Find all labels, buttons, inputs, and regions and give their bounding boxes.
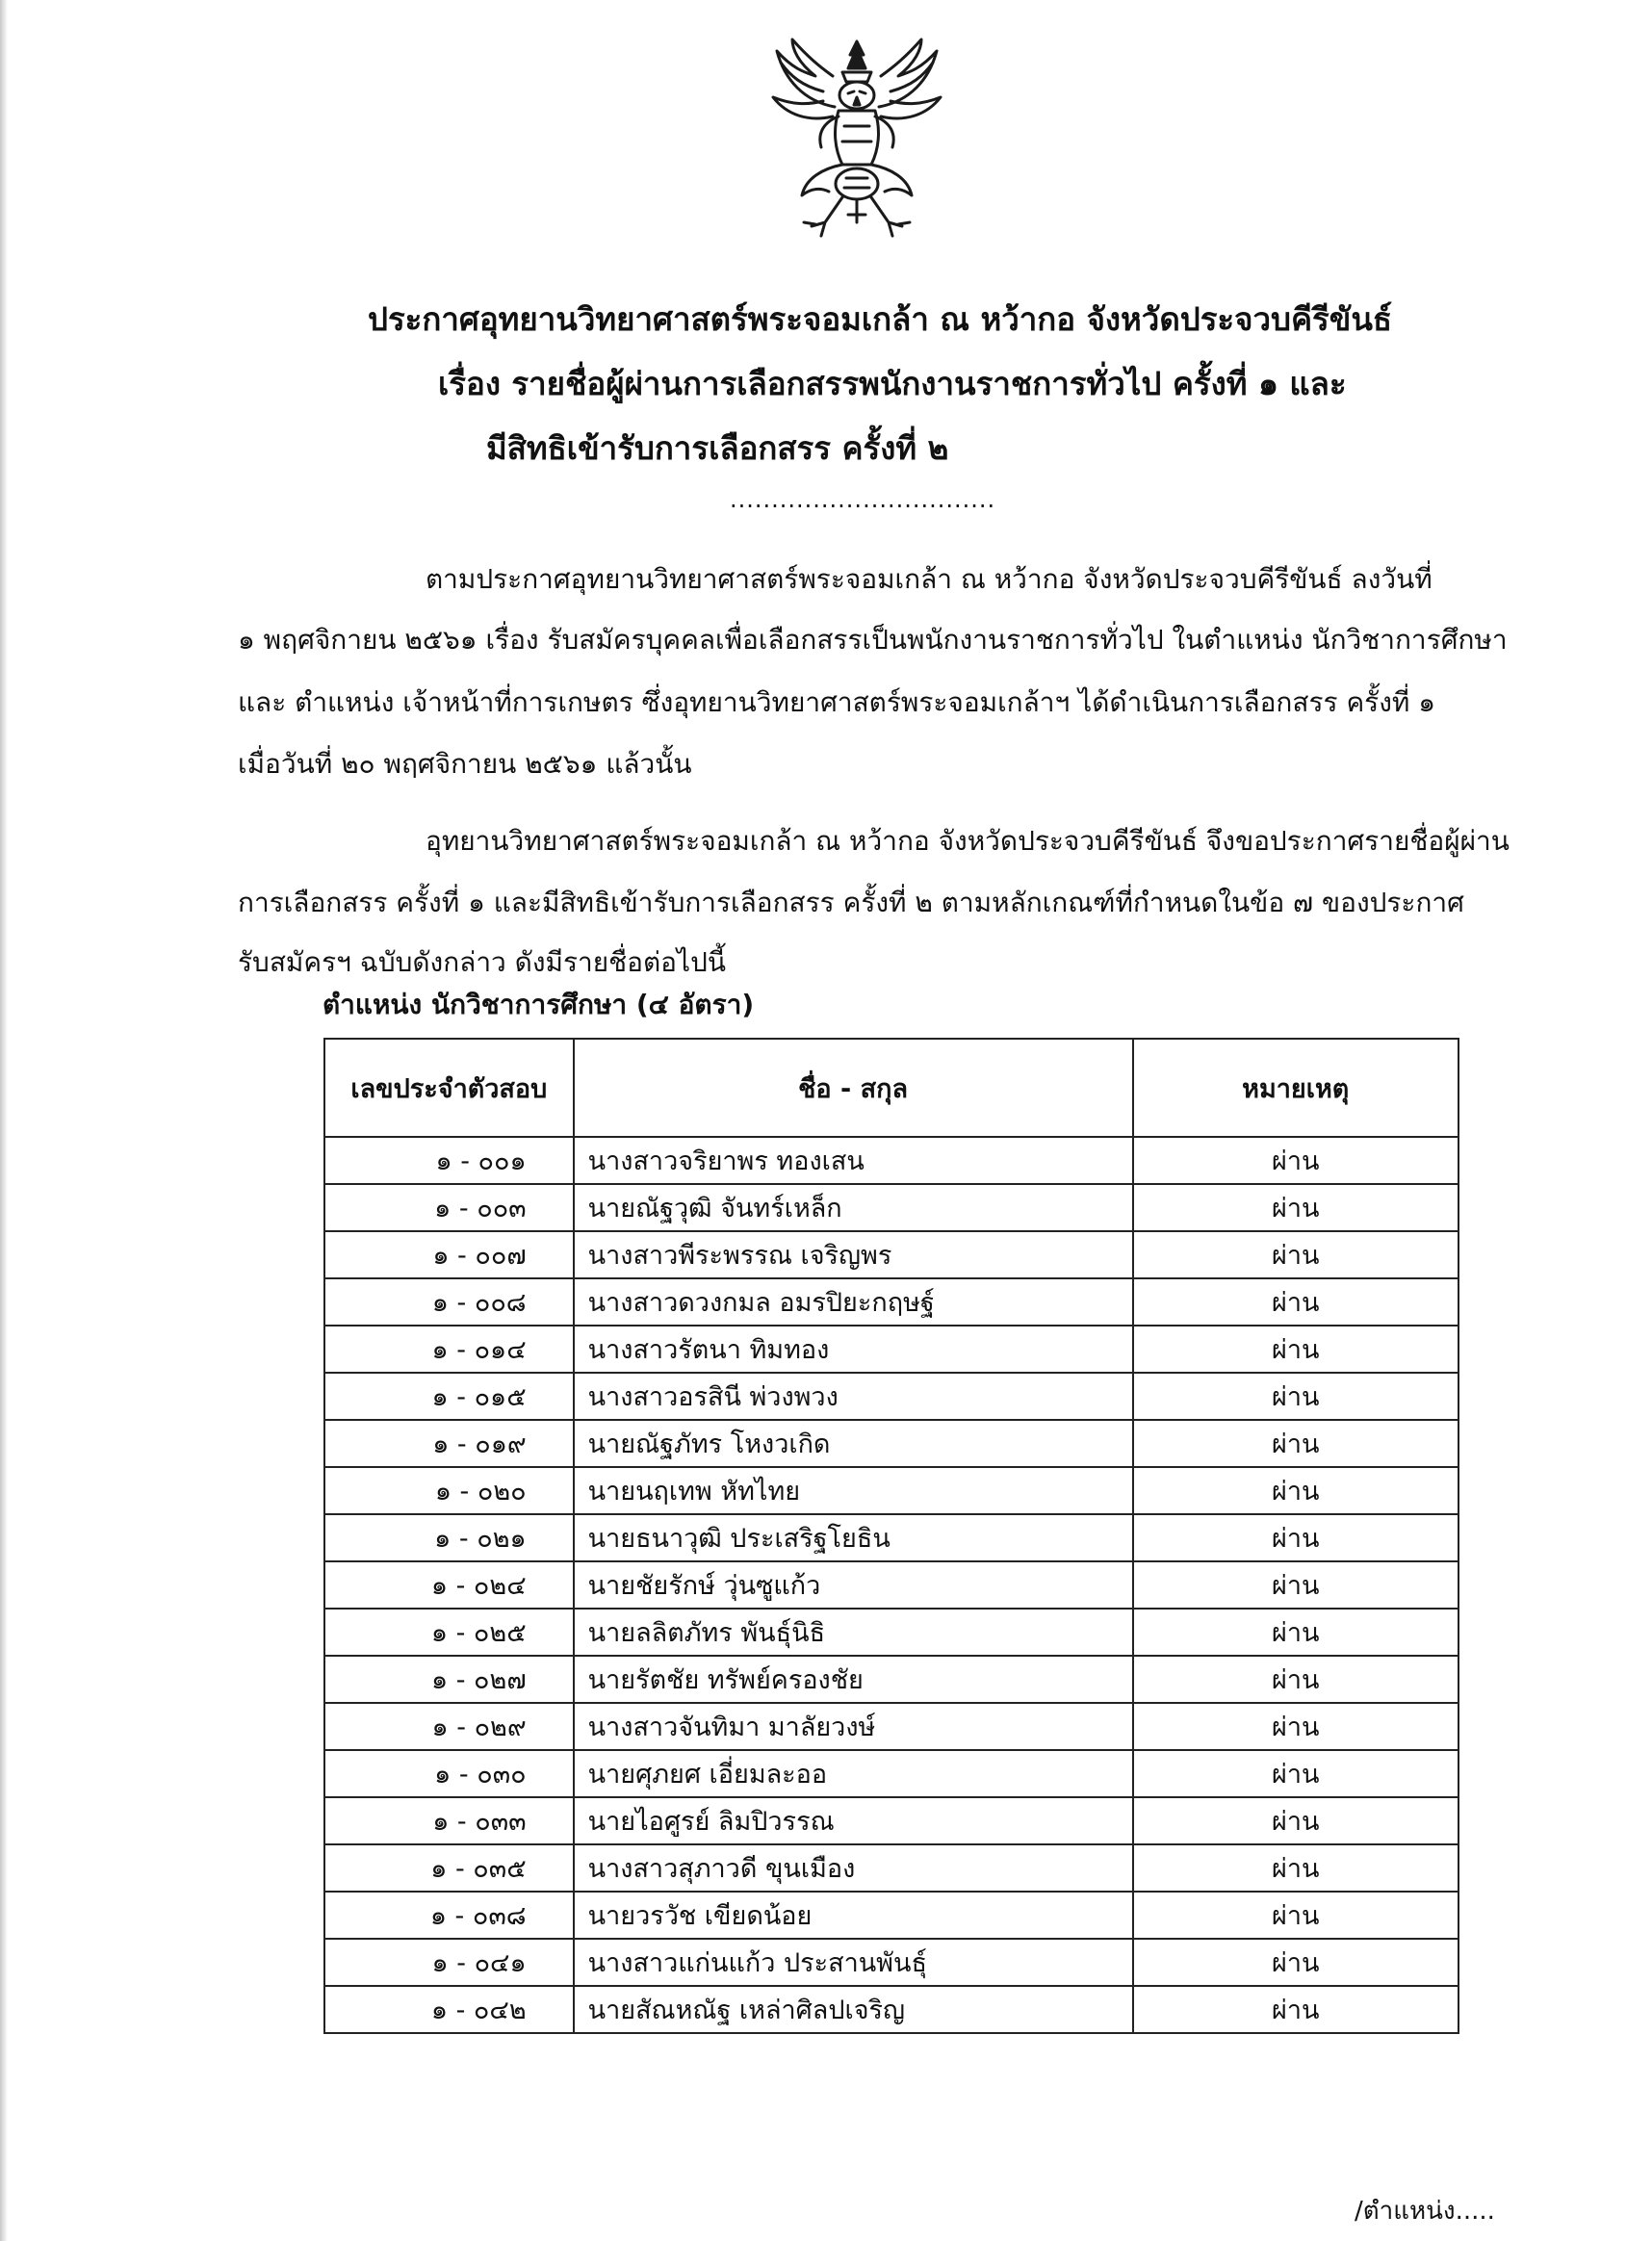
table-row [324,1703,1458,1750]
table-row [324,1939,1458,1986]
exam-id-cell: ๑ - ๐๓๕ [324,1844,574,1892]
table-row [324,1609,1458,1656]
table-row [324,1986,1458,2033]
note-cell: ผ่าน [1133,1986,1459,2033]
name-cell: นายลลิตภัทร พันธุ์นิธิ [574,1609,1133,1656]
paragraph-2-line-2: การเลือกสรร ครั้งที่ ๑ และมีสิทธิเข้ารับการเลือกสรร ครั้งที่ ๒ ตามหลักเกณฑ์ที่กำหนดในข้อ ๗ ของประกาศ [238,887,1464,918]
table-row [324,1326,1458,1373]
note-cell: ผ่าน [1133,1609,1459,1656]
note-cell: ผ่าน [1133,1184,1459,1231]
paragraph-1-line-3: และ ตำแหน่ง เจ้าหน้าที่การเกษตร ซึ่งอุทยานวิทยาศาสตร์พระจอมเกล้าฯ ได้ดำเนินการเลือกสรร ครั้งที่ ๑ [238,686,1436,718]
candidate-table [323,1038,1459,2034]
table-row [324,1137,1458,1184]
name-cell: นายวรวัช เขียดน้อย [574,1892,1133,1939]
exam-id-cell: ๑ - ๐๔๑ [324,1939,574,1986]
note-cell: ผ่าน [1133,1797,1459,1844]
table-row [324,1797,1458,1844]
name-cell: นางสาวสุภาวดี ขุนเมือง [574,1844,1133,1892]
table-row [324,1420,1458,1467]
note-cell: ผ่าน [1133,1514,1459,1561]
paragraph-1-line-1: ตามประกาศอุทยานวิทยาศาสตร์พระจอมเกล้า ณ หว้ากอ จังหวัดประจวบคีรีขันธ์ ลงวันที่ [426,563,1433,595]
exam-id-cell: ๑ - ๐๓๐ [324,1750,574,1797]
paragraph-1-line-2: ๑ พฤศจิกายน ๒๕๖๑ เรื่อง รับสมัครบุคคลเพื่อเลือกสรรเป็นพนักงานราชการทั่วไป ในตำแหน่ง นักวิชาการศึกษา [238,624,1508,656]
paragraph-1-line-4: เมื่อวันที่ ๒๐ พฤศจิกายน ๒๕๖๑ แล้วนั้น [238,748,692,780]
column-header-exam-id: เลขประจำตัวสอบ [324,1039,574,1137]
name-cell: นางสาวรัตนา ทิมทอง [574,1326,1133,1373]
name-cell: นางสาวจันทิมา มาลัยวงษ์ [574,1703,1133,1750]
note-cell: ผ่าน [1133,1137,1459,1184]
name-cell: นางสาวพีระพรรณ เจริญพร [574,1231,1133,1278]
exam-id-cell: ๑ - ๐๐๑ [324,1137,574,1184]
note-cell: ผ่าน [1133,1373,1459,1420]
exam-id-cell: ๑ - ๐๑๙ [324,1420,574,1467]
exam-id-cell: ๑ - ๐๒๗ [324,1656,574,1703]
garuda-emblem-icon [765,34,948,245]
note-cell: ผ่าน [1133,1656,1459,1703]
paragraph-2-line-1: อุทยานวิทยาศาสตร์พระจอมเกล้า ณ หว้ากอ จังหวัดประจวบคีรีขันธ์ จึงขอประกาศรายชื่อผู้ผ่าน [426,825,1510,857]
name-cell: นางสาวดวงกมล อมรปิยะกฤษฐ์ [574,1278,1133,1326]
title-line-2: เรื่อง รายชื่อผู้ผ่านการเลือกสรรพนักงานราชการทั่วไป ครั้งที่ ๑ และ [438,365,1347,402]
name-cell: นายธนาวุฒิ ประเสริฐโยธิน [574,1514,1133,1561]
exam-id-cell: ๑ - ๐๑๔ [324,1326,574,1373]
name-cell: นางสาวอรสินี พ่วงพวง [574,1373,1133,1420]
note-cell: ผ่าน [1133,1844,1459,1892]
paragraph-2-line-3: รับสมัครฯ ฉบับดังกล่าว ดังมีรายชื่อต่อไปนี้ [238,946,726,978]
note-cell: ผ่าน [1133,1231,1459,1278]
name-cell: นายรัตชัย ทรัพย์ครองชัย [574,1656,1133,1703]
name-cell: นายนฤเทพ หัทไทย [574,1467,1133,1514]
exam-id-cell: ๑ - ๐๒๑ [324,1514,574,1561]
exam-id-cell: ๑ - ๐๒๙ [324,1703,574,1750]
note-cell: ผ่าน [1133,1750,1459,1797]
note-cell: ผ่าน [1133,1467,1459,1514]
name-cell: นายณัฐภัทร โหงวเกิด [574,1420,1133,1467]
name-cell: นายชัยรักษ์ วุ่นซูแก้ว [574,1561,1133,1609]
exam-id-cell: ๑ - ๐๔๒ [324,1986,574,2033]
name-cell: นายณัฐวุฒิ จันทร์เหล็ก [574,1184,1133,1231]
table-row [324,1231,1458,1278]
title-line-1: ประกาศอุทยานวิทยาศาสตร์พระจอมเกล้า ณ หว้ากอ จังหวัดประจวบคีรีขันธ์ [368,300,1393,338]
exam-id-cell: ๑ - ๐๐๗ [324,1231,574,1278]
scan-edge [0,0,8,2241]
name-cell: นางสาวจริยาพร ทองเสน [574,1137,1133,1184]
note-cell: ผ่าน [1133,1892,1459,1939]
note-cell: ผ่าน [1133,1278,1459,1326]
note-cell: ผ่าน [1133,1561,1459,1609]
name-cell: นายไอศูรย์ ลิมปิวรรณ [574,1797,1133,1844]
section-heading: ตำแหน่ง นักวิชาการศึกษา (๔ อัตรา) [323,989,755,1020]
exam-id-cell: ๑ - ๐๒๔ [324,1561,574,1609]
table-row [324,1373,1458,1420]
table-row [324,1467,1458,1514]
table-row [324,1656,1458,1703]
name-cell: นางสาวแก่นแก้ว ประสานพันธุ์ [574,1939,1133,1986]
name-cell: นายศุภยศ เอี่ยมละออ [574,1750,1133,1797]
exam-id-cell: ๑ - ๐๓๘ [324,1892,574,1939]
exam-id-cell: ๑ - ๐๐๘ [324,1278,574,1326]
exam-id-cell: ๑ - ๐๒๕ [324,1609,574,1656]
table-row [324,1844,1458,1892]
exam-id-cell: ๑ - ๐๓๓ [324,1797,574,1844]
table-header-row [324,1039,1458,1137]
column-header-note: หมายเหตุ [1133,1039,1459,1137]
table-row [324,1750,1458,1797]
table-row [324,1892,1458,1939]
table-body [324,1137,1458,2033]
note-cell: ผ่าน [1133,1420,1459,1467]
note-cell: ผ่าน [1133,1939,1459,1986]
table-row [324,1514,1458,1561]
column-header-name: ชื่อ - สกุล [574,1039,1133,1137]
title-separator: ................................ [730,486,996,513]
table-row [324,1184,1458,1231]
name-cell: นายสัณหณัฐ เหล่าศิลปเจริญ [574,1986,1133,2033]
continuation-note: /ตำแหน่ง..... [1355,2197,1495,2226]
exam-id-cell: ๑ - ๐๒๐ [324,1467,574,1514]
title-line-3: มีสิทธิเข้ารับการเลือกสรร ครั้งที่ ๒ [486,429,949,467]
table-row [324,1278,1458,1326]
note-cell: ผ่าน [1133,1326,1459,1373]
table-row [324,1561,1458,1609]
exam-id-cell: ๑ - ๐๑๕ [324,1373,574,1420]
exam-id-cell: ๑ - ๐๐๓ [324,1184,574,1231]
note-cell: ผ่าน [1133,1703,1459,1750]
